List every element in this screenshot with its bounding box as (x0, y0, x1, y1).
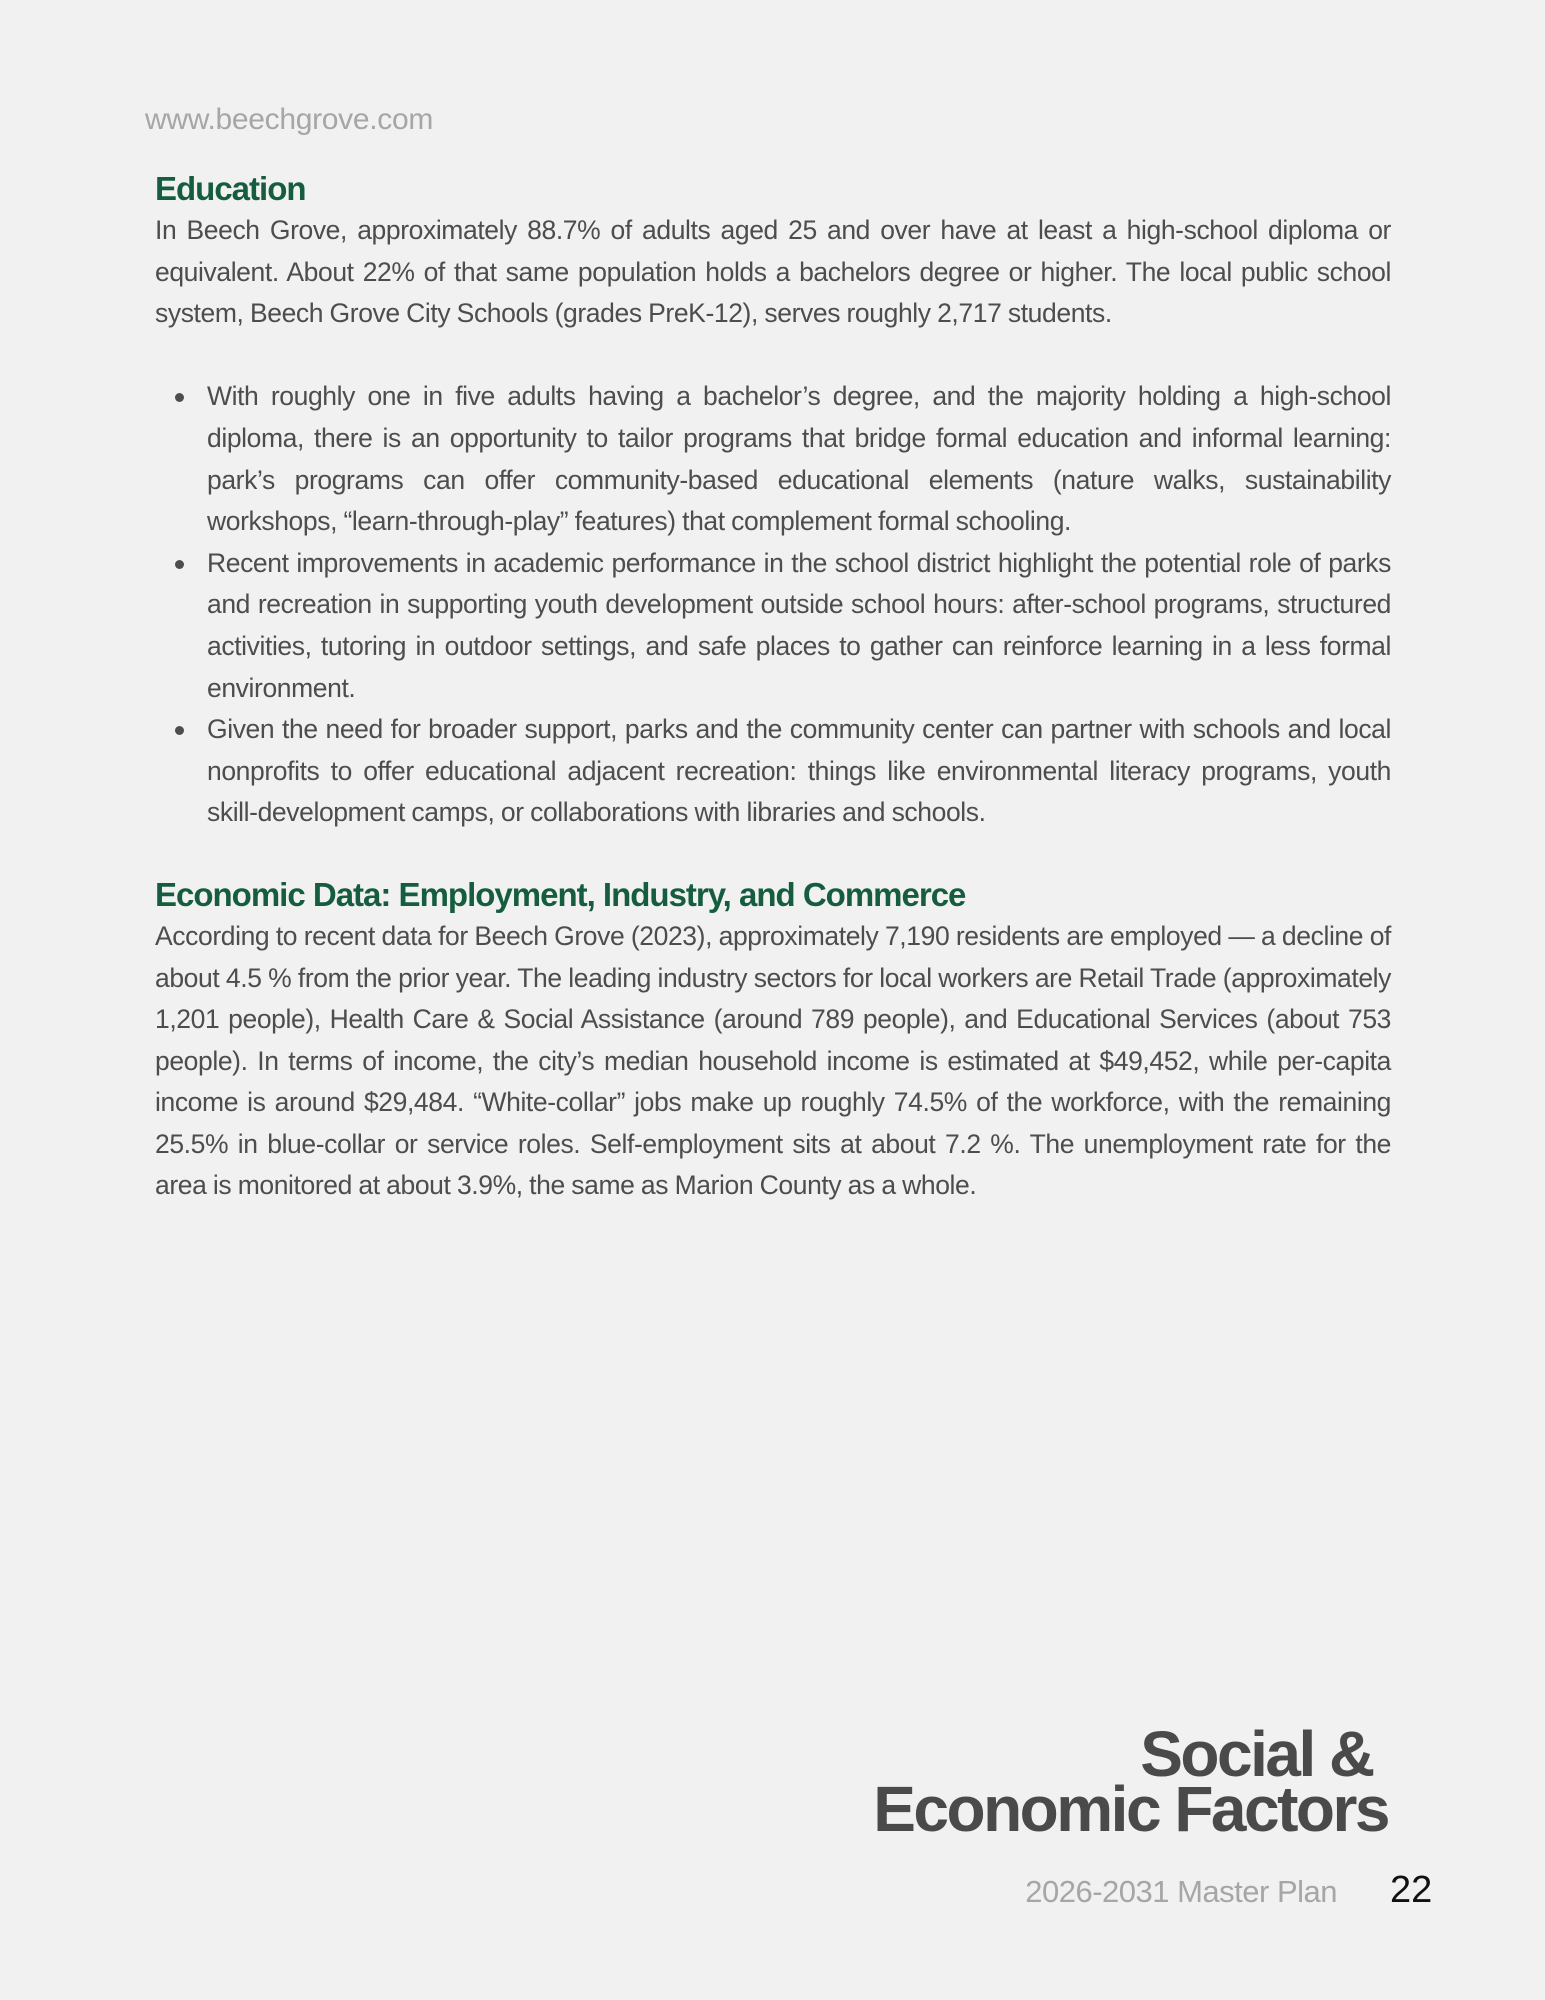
section-title (873, 1718, 1388, 1845)
section-title-line-1: Social & (1140, 1718, 1388, 1790)
page-content (155, 168, 1391, 1207)
master-plan-label: 2026-2031 Master Plan (1025, 1874, 1337, 1909)
education-paragraph: In Beech Grove, approximately 88.7% of adults aged 25 and over have at least a high-school diploma or equivalent. About 22% of that same population holds a bachelors degree or higher. The local public school system, Beech Grove City Schools (grades PreK-12), serves roughly 2,717 students. (155, 215, 1391, 329)
page-number: 22 (1390, 1869, 1433, 1911)
list-item (155, 543, 1391, 709)
list-item (155, 376, 1391, 542)
education-heading: Education (155, 170, 306, 207)
economic-paragraph: According to recent data for Beech Grove (2023), approximately 7,190 residents are employed — a decline of about 4.5 % from the prior year. The leading industry sectors for local workers are Retail Trade (approximately 1,201 people), Health Care & Social Assistance (around 789 people), and Educational Services (about 753 people). In terms of income, the city’s median household income is estimated at $49,452, while per-capita income is around $29,484. “White-collar” jobs make up roughly 74.5% of the workforce, with the remaining 25.5% in blue-collar or service roles. Self-employment sits at about 7.2 %. The unemployment rate for the area is monitored at about 3.9%, the same as Marion County as a whole. (155, 920, 1391, 1201)
bullet-text: Given the need for broader support, parks and the community center can partner with schools and local nonprofits to offer educational adjacent recreation: things like environmental literacy programs, youth skill-development camps, or collaborations with libraries and schools. (207, 714, 1391, 828)
site-url: www.beechgrove.com (145, 103, 434, 136)
bullet-icon (175, 726, 184, 735)
section-title-line-2: Economic Factors (873, 1773, 1388, 1845)
economic-heading: Economic Data: Employment, Industry, and Commerce (155, 875, 966, 913)
list-item (155, 709, 1391, 834)
bullet-text: Recent improvements in academic performance in the school district highlight the potential role of parks and recreation in supporting youth development outside school hours: after-school programs, structured activities, tutoring in outdoor settings, and safe places to gather can reinforce learning in a less formal environment. (207, 547, 1391, 703)
bullet-icon (175, 560, 184, 569)
bullet-icon (175, 393, 184, 402)
economic-section (155, 874, 1391, 1207)
education-section (155, 168, 1391, 834)
bullet-text: With roughly one in five adults having a bachelor’s degree, and the majority holding a high-school diploma, there is an opportunity to tailor programs that bridge formal education and informal learning: park’s programs can offer community-based educational elements (nature walks, sustainability workshops, “learn-through-play” features) that complement formal schooling. (207, 381, 1391, 537)
education-bullet-list (155, 376, 1391, 834)
